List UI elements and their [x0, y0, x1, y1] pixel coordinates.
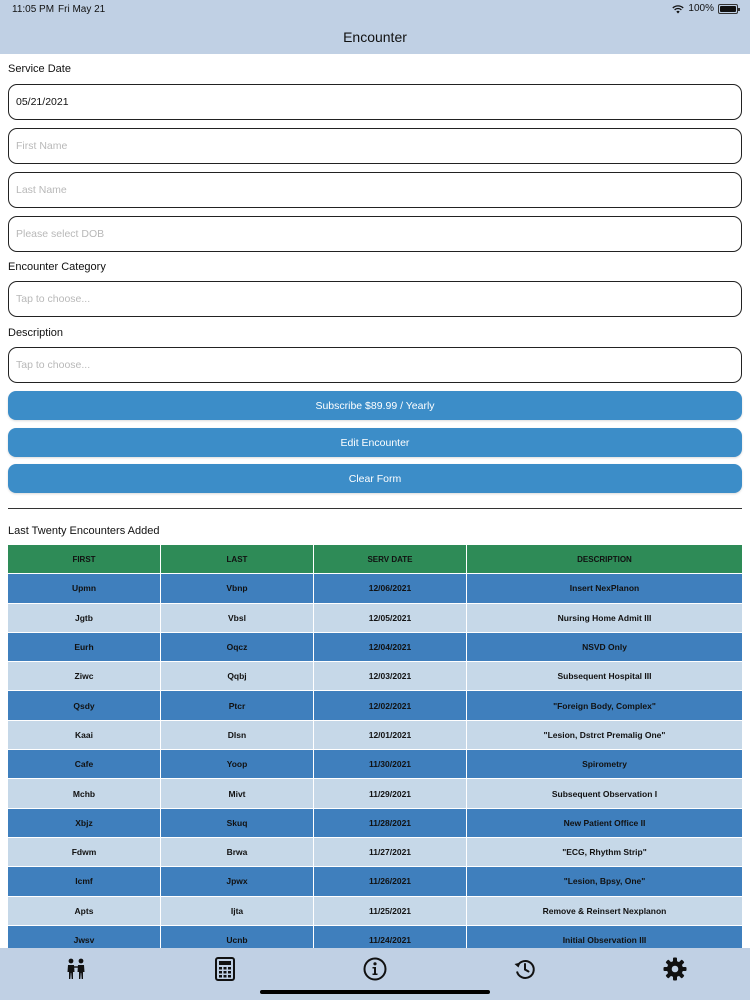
- info-icon: [363, 957, 387, 981]
- table-row[interactable]: [8, 574, 742, 603]
- table-body: [8, 574, 742, 955]
- cell-description: New Patient Office II: [467, 809, 742, 838]
- table-row[interactable]: [8, 691, 742, 720]
- wifi-icon: [672, 4, 684, 14]
- table-row[interactable]: [8, 809, 742, 838]
- header-serv-date: SERV DATE: [314, 545, 467, 574]
- status-right: [672, 3, 738, 14]
- header-first: FIRST: [8, 545, 161, 574]
- service-date-input[interactable]: [16, 96, 734, 108]
- cell-serv-date: 12/01/2021: [314, 721, 467, 750]
- first-name-input[interactable]: [16, 140, 734, 152]
- description-field[interactable]: [8, 347, 742, 383]
- encounters-section-title: Last Twenty Encounters Added: [8, 525, 160, 537]
- cell-first: Eurh: [8, 633, 161, 662]
- status-date: Fri May 21: [58, 4, 106, 15]
- cell-serv-date: 11/25/2021: [314, 897, 467, 926]
- dob-field[interactable]: [8, 216, 742, 252]
- cell-first: Fdwm: [8, 838, 161, 867]
- cell-serv-date: 11/28/2021: [314, 809, 467, 838]
- cell-description: Remove & Reinsert Nexplanon: [467, 897, 742, 926]
- dob-input[interactable]: [16, 228, 734, 240]
- cell-last: Skuq: [161, 809, 314, 838]
- table-row[interactable]: [8, 897, 742, 926]
- cell-description: Subsequent Hospital III: [467, 662, 742, 691]
- cell-first: Jgtb: [8, 604, 161, 633]
- clear-form-button[interactable]: Clear Form: [8, 464, 742, 493]
- table-row[interactable]: [8, 750, 742, 779]
- cell-serv-date: 11/29/2021: [314, 779, 467, 808]
- cell-description: NSVD Only: [467, 633, 742, 662]
- cell-first: Xbjz: [8, 809, 161, 838]
- cell-serv-date: 12/03/2021: [314, 662, 467, 691]
- cell-serv-date: 12/06/2021: [314, 574, 467, 603]
- cell-description: Insert NexPlanon: [467, 574, 742, 603]
- cell-first: Upmn: [8, 574, 161, 603]
- encounter-category-field[interactable]: [8, 281, 742, 317]
- status-time: 11:05 PM: [12, 4, 55, 15]
- tab-calculator[interactable]: [210, 954, 240, 984]
- table-row[interactable]: [8, 604, 742, 633]
- cell-description: Spirometry: [467, 750, 742, 779]
- tab-history[interactable]: [510, 954, 540, 984]
- cell-description: "ECG, Rhythm Strip": [467, 838, 742, 867]
- table-row[interactable]: [8, 721, 742, 750]
- header-last: LAST: [161, 545, 314, 574]
- calculator-icon: [214, 957, 236, 981]
- home-indicator[interactable]: [260, 990, 490, 994]
- subscribe-button[interactable]: Subscribe $89.99 / Yearly: [8, 391, 742, 420]
- history-icon: [513, 957, 537, 981]
- cell-serv-date: 12/05/2021: [314, 604, 467, 633]
- page-title: Encounter: [343, 29, 407, 45]
- encounters-table: [8, 545, 742, 955]
- cell-serv-date: 12/02/2021: [314, 691, 467, 720]
- cell-last: Ucnb: [161, 926, 314, 955]
- cell-first: Icmf: [8, 867, 161, 896]
- cell-last: Brwa: [161, 838, 314, 867]
- description-input[interactable]: [16, 359, 734, 371]
- cell-description: "Foreign Body, Complex": [467, 691, 742, 720]
- cell-last: Ptcr: [161, 691, 314, 720]
- cell-first: Kaai: [8, 721, 161, 750]
- first-name-field[interactable]: [8, 128, 742, 164]
- encounter-category-label: Encounter Category: [8, 261, 106, 273]
- description-label: Description: [8, 327, 64, 339]
- cell-last: Vbsl: [161, 604, 314, 633]
- cell-serv-date: 11/26/2021: [314, 867, 467, 896]
- cell-last: Qqbj: [161, 662, 314, 691]
- people-icon: [63, 957, 89, 981]
- battery-percent: 100%: [688, 3, 714, 14]
- cell-first: Cafe: [8, 750, 161, 779]
- cell-description: Subsequent Observation I: [467, 779, 742, 808]
- tab-patients[interactable]: [61, 954, 91, 984]
- cell-serv-date: 11/24/2021: [314, 926, 467, 955]
- encounter-category-input[interactable]: [16, 293, 734, 305]
- cell-last: Mivt: [161, 779, 314, 808]
- cell-description: Initial Observation III: [467, 926, 742, 955]
- cell-description: "Lesion, Dstrct Premalig One": [467, 721, 742, 750]
- table-row[interactable]: [8, 779, 742, 808]
- cell-first: Qsdy: [8, 691, 161, 720]
- tab-settings[interactable]: [660, 954, 690, 984]
- cell-serv-date: 11/27/2021: [314, 838, 467, 867]
- cell-last: Oqcz: [161, 633, 314, 662]
- edit-encounter-button[interactable]: Edit Encounter: [8, 428, 742, 457]
- cell-last: Vbnp: [161, 574, 314, 603]
- navigation-bar: [0, 20, 750, 54]
- table-row[interactable]: [8, 633, 742, 662]
- cell-description: "Lesion, Bpsy, One": [467, 867, 742, 896]
- cell-last: Jpwx: [161, 867, 314, 896]
- cell-last: Dlsn: [161, 721, 314, 750]
- table-row[interactable]: [8, 867, 742, 896]
- table-row[interactable]: [8, 662, 742, 691]
- cell-first: Mchb: [8, 779, 161, 808]
- last-name-field[interactable]: [8, 172, 742, 208]
- cell-serv-date: 11/30/2021: [314, 750, 467, 779]
- header-description: DESCRIPTION: [467, 545, 742, 574]
- battery-icon: [718, 4, 738, 14]
- cell-description: Nursing Home Admit III: [467, 604, 742, 633]
- section-divider: [8, 508, 742, 509]
- cell-serv-date: 12/04/2021: [314, 633, 467, 662]
- tab-info[interactable]: [360, 954, 390, 984]
- service-date-field[interactable]: [8, 84, 742, 120]
- last-name-input[interactable]: [16, 184, 734, 196]
- cell-first: Apts: [8, 897, 161, 926]
- cell-last: Ijta: [161, 897, 314, 926]
- cell-first: Ziwc: [8, 662, 161, 691]
- cell-last: Yoop: [161, 750, 314, 779]
- service-date-label: Service Date: [8, 63, 71, 75]
- table-header-row: [8, 545, 742, 574]
- cell-first: Jwsv: [8, 926, 161, 955]
- gear-icon: [663, 957, 687, 981]
- table-row[interactable]: [8, 838, 742, 867]
- status-bar: [0, 0, 750, 20]
